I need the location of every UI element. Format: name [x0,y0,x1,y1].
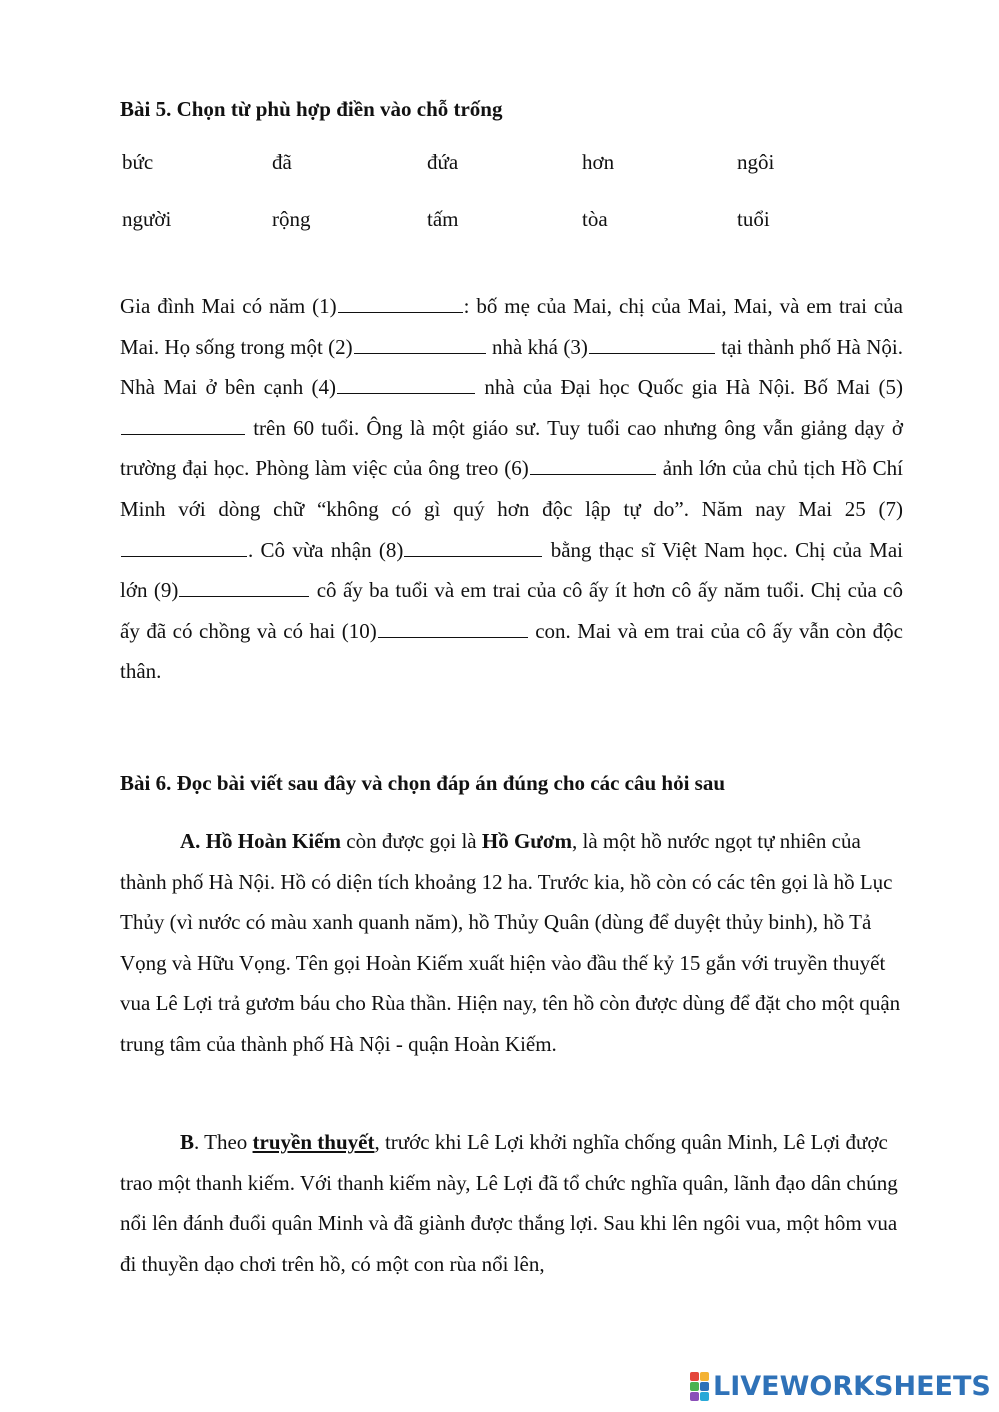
passage-text: cô ấy ba tuổi và em trai của cô ấy ít hơn cô ấy năm tuổi. Chị của cô ấy đã có chồng và có hai (10) [120,578,903,643]
liveworksheets-wordmark: LIVEWORKSHEETS [713,1370,991,1402]
liveworksheets-logo [690,1368,991,1404]
passage-text: trên 60 tuổi. Ông là một giáo sư. Tuy tuổi cao nhưng ông vẫn giảng dạy ở trường đại học. Phòng làm việc của ông treo (6) [120,415,903,481]
blank-8[interactable] [404,536,542,557]
paragraph-text: còn được gọi là [341,829,482,853]
word-bank-row [122,150,922,207]
word-option: đã [272,150,292,174]
passage-text: bằng thạc sĩ Việt Nam học. Chị của Mai lớn (9) [120,537,903,603]
word-option: bức [122,150,154,174]
blank-10[interactable] [378,617,528,638]
word-option: người [122,207,172,231]
word-option: tuổi [737,207,770,231]
reading-paragraph-b [120,1122,903,1284]
word-option: tấm [427,207,459,231]
passage-text: nhà của Đại học Quốc gia Hà Nội. Bố Mai (5) [476,375,903,400]
passage-text: : bố mẹ của Mai, chị của Mai, Mai, và em trai của Mai. Họ sống trong một (2) [120,294,903,359]
passage-text: tại thành phố Hà Nội. Nhà Mai ở bên cạnh (4) [120,334,903,400]
passage-text: con. Mai và em trai của cô ấy vẫn còn độc thân. [120,618,903,684]
word-option: hơn [582,150,615,174]
underlined-term: truyền thuyết [252,1130,375,1154]
word-bank-row [122,207,922,264]
bold-term: Hồ Gươm [481,829,573,853]
passage-text: Gia đình Mai có năm (1) [120,294,337,318]
blank-3[interactable] [589,333,715,354]
passage-text: nhà khá (3) [486,334,588,359]
word-option: tòa [582,207,608,231]
blank-1[interactable] [338,292,463,313]
passage-text: ảnh lớn của chủ tịch Hồ Chí Minh với dòng chữ “không có gì quý hơn độc lập tự do”. Năm nay Mai 25 (7) [120,456,903,521]
paragraph-b-label: B [180,1130,195,1154]
exercise-6-title: Bài 6. Đọc bài viết sau đây và chọn đáp án đúng cho các câu hỏi sau [120,771,726,795]
word-option: đứa [427,150,459,174]
passage-text: . Cô vừa nhận (8) [248,537,404,562]
exercise-5-title: Bài 5. Chọn từ phù hợp điền vào chỗ trống [120,97,503,121]
blank-7[interactable] [121,536,247,557]
liveworksheets-logo-icon [690,1372,709,1401]
blank-4[interactable] [337,373,475,394]
paragraph-text: . Theo [194,1130,253,1154]
blank-9[interactable] [179,576,309,597]
word-option: rộng [272,207,311,231]
fill-in-passage [120,286,903,692]
paragraph-text: , là một hồ nước ngọt tự nhiên của thành phố Hà Nội. Hồ có diện tích khoảng 12 ha. Trước kia, hồ còn có các tên gọi là hồ Lục Thủy (vì nước có màu xanh quanh năm), hồ Thủy Quân (dùng để duyệt thủy binh), hồ Tả Vọng và Hữu Vọng. Tên gọi Hoàn Kiếm xuất hiện vào đầu thế kỷ 15 gắn với truyền thuyết vua Lê Lợi trả gươm báu cho Rùa thần. Hiện nay, tên hồ còn được dùng để đặt cho một quận trung tâm của thành phố Hà Nội - quận Hoàn Kiếm. [120,829,901,1056]
word-option: ngôi [737,150,775,174]
blank-5[interactable] [121,414,245,435]
paragraph-a-label: A. Hồ Hoàn Kiếm [180,829,341,853]
reading-paragraph-a [120,821,903,1064]
word-bank [122,150,922,264]
paragraph-text: , trước khi Lê Lợi khởi nghĩa chống quân Minh, Lê Lợi được trao một thanh kiếm. Với thanh kiếm này, Lê Lợi đã tổ chức nghĩa quân, lãnh đạo dân chúng nổi lên đánh đuổi quân Minh và đã giành được thắng lợi. Sau khi lên ngôi vua, một hôm vua đi thuyền dạo chơi trên hồ, có một con rùa nổi lên, [120,1130,898,1276]
blank-6[interactable] [530,454,656,475]
blank-2[interactable] [354,333,486,354]
